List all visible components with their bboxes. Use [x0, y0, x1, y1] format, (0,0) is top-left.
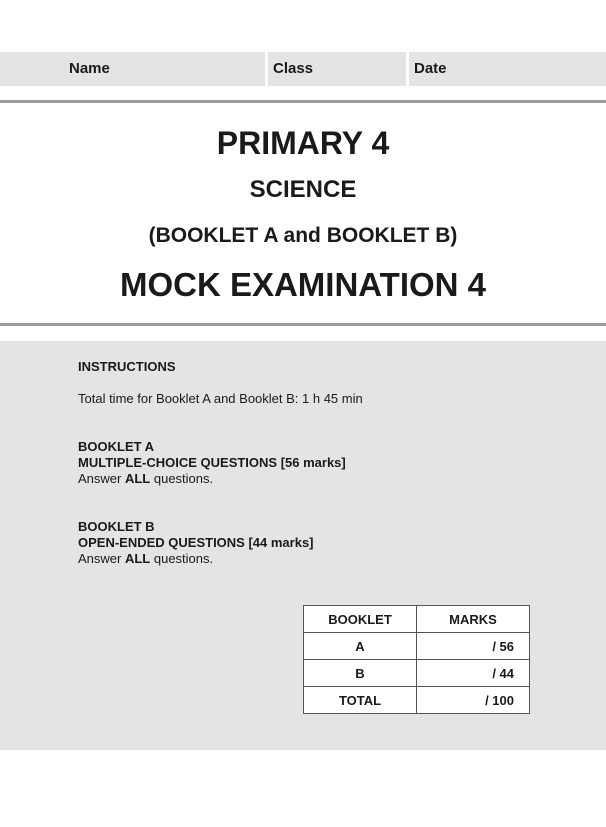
- answer-prefix: Answer: [78, 471, 125, 486]
- class-field[interactable]: [268, 52, 406, 86]
- top-divider: [0, 100, 606, 103]
- table-row: [304, 660, 530, 687]
- answer-suffix: questions.: [150, 471, 214, 486]
- booklet-a-title: BOOKLET A: [78, 439, 155, 454]
- answer-suffix: questions.: [150, 551, 214, 566]
- booklet-cell: TOTAL: [304, 687, 417, 714]
- instructions-panel: [0, 341, 606, 750]
- marks-cell[interactable]: / 56: [417, 633, 530, 660]
- subject-title: SCIENCE: [249, 176, 357, 203]
- answer-bold: ALL: [124, 551, 151, 566]
- date-field[interactable]: [409, 52, 606, 86]
- marks-cell[interactable]: / 100: [417, 687, 530, 714]
- bottom-divider: [0, 323, 606, 326]
- total-time: Total time for Booklet A and Booklet B: 1 h 45 min: [78, 391, 363, 406]
- table-row: [304, 633, 530, 660]
- booklet-b-answer: [78, 551, 213, 567]
- name-field[interactable]: [0, 52, 265, 86]
- exam-title: MOCK EXAMINATION 4: [119, 266, 487, 303]
- table-row: [304, 687, 530, 714]
- answer-prefix: Answer: [78, 551, 125, 566]
- marks-cell[interactable]: / 44: [417, 660, 530, 687]
- booklet-b-type: OPEN-ENDED QUESTIONS [44 marks]: [78, 535, 314, 550]
- table-header-row: [304, 606, 530, 633]
- booklet-cell: A: [304, 633, 417, 660]
- booklet-a-answer: [78, 471, 213, 487]
- header-marks: MARKS: [417, 606, 530, 633]
- booklet-a-type: MULTIPLE-CHOICE QUESTIONS [56 marks]: [78, 455, 346, 470]
- booklets-title: (BOOKLET A and BOOKLET B): [148, 224, 458, 247]
- class-label: Class: [273, 60, 314, 77]
- header-booklet: BOOKLET: [304, 606, 417, 633]
- student-info-row: [0, 52, 606, 86]
- answer-bold: ALL: [124, 471, 151, 486]
- name-label: Name: [69, 60, 110, 77]
- instructions-heading: INSTRUCTIONS: [78, 359, 176, 374]
- booklet-cell: B: [304, 660, 417, 687]
- booklet-b-title: BOOKLET B: [78, 519, 155, 534]
- date-label: Date: [414, 60, 447, 77]
- level-title: PRIMARY 4: [216, 125, 390, 161]
- marks-table: [303, 605, 530, 714]
